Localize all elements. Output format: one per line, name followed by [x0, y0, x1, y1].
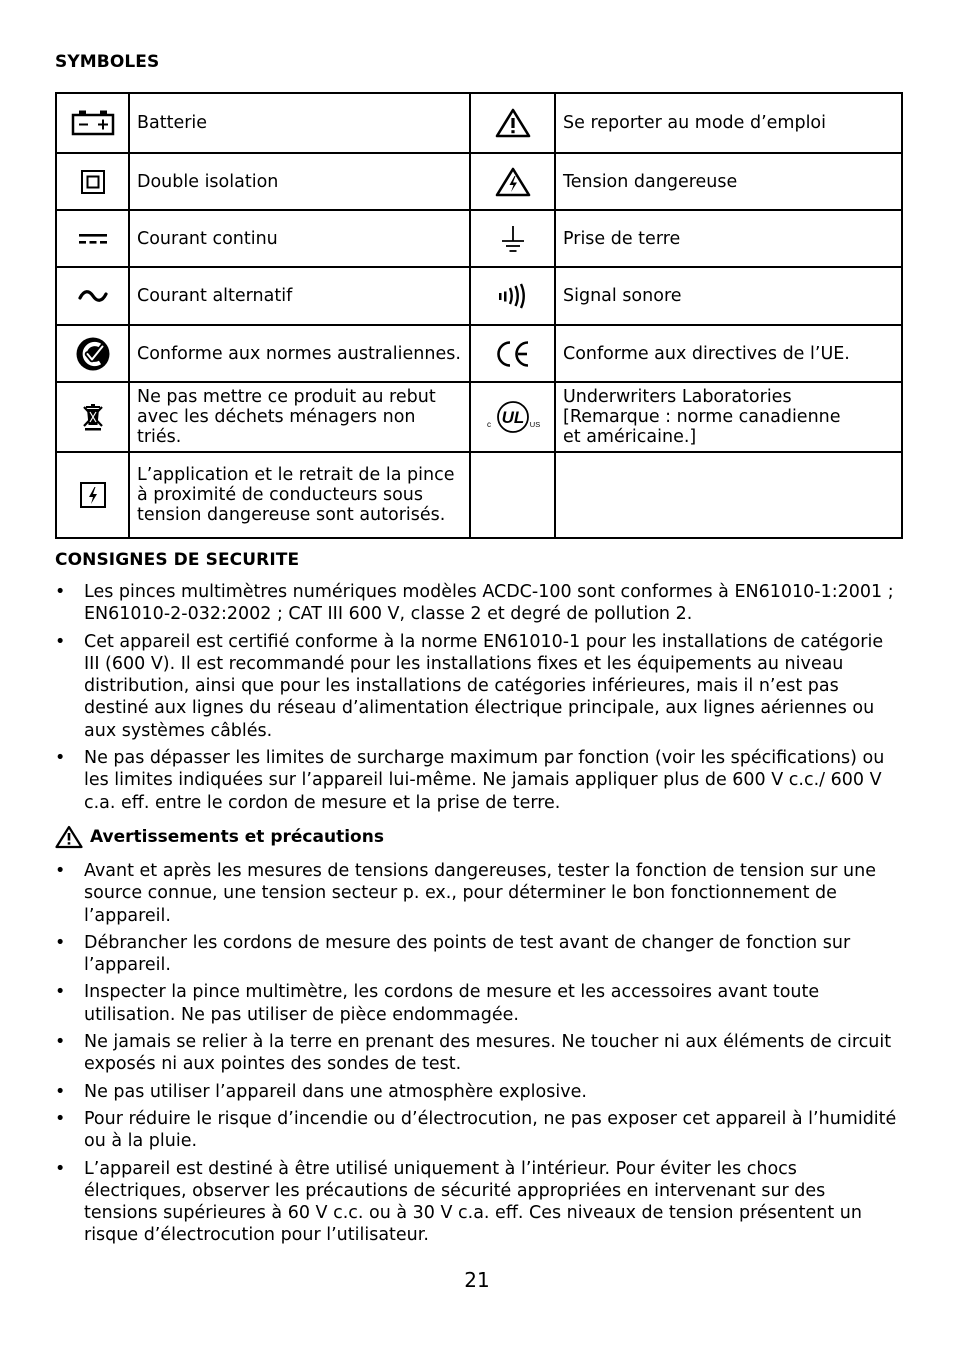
list-item-text: Débrancher les cordons de mesure des points de test avant de changer de fonction sur l’appareil. [84, 932, 851, 976]
live-conductor-cell [56, 452, 129, 538]
bullet: • [55, 631, 66, 652]
ground-label: Prise de terre [555, 210, 902, 267]
double-insulation-cell [56, 153, 129, 210]
list-item [55, 1081, 900, 1103]
high-voltage-icon [495, 167, 531, 197]
bullet: • [55, 982, 66, 1003]
battery-icon [70, 109, 116, 137]
warning-triangle-icon [495, 108, 531, 138]
ac-current-cell [56, 267, 129, 325]
symbol-row [56, 267, 902, 325]
live-conductor-label: L’application et le retrait de la pince à proximité de conducteurs sous tension dangereuse sont autorisés. [129, 452, 470, 538]
list-item-text: Ne pas utiliser l’appareil dans une atmosphère explosive. [84, 1081, 587, 1102]
bullet: • [55, 1081, 66, 1102]
symbol-row [56, 382, 902, 452]
ground-icon [499, 225, 527, 253]
ul-mark-icon [485, 399, 541, 435]
ac-current-icon [78, 289, 108, 303]
page-number: 21 [464, 1268, 490, 1292]
list-item-text: Inspecter la pince multimètre, les cordons de mesure et les accessoires avant toute utilisation. Ne pas utiliser de pièce endommagée. [84, 982, 820, 1025]
empty-label-cell [555, 452, 902, 538]
weee-bin-icon [82, 403, 104, 431]
symbol-row [56, 153, 902, 210]
warning-label: Se reporter au mode d’emploi [555, 93, 902, 153]
bullet: • [55, 582, 66, 602]
ul-mark-label: Underwriters Laboratories [Remarque : norme canadienne et américaine.] [555, 382, 902, 452]
dc-current-icon [78, 232, 108, 246]
symbols-table [55, 92, 903, 539]
list-item [55, 1158, 900, 1247]
c-tick-icon [75, 336, 111, 372]
ce-mark-cell [470, 325, 555, 382]
beeper-icon [497, 283, 529, 309]
list-item-text: Cet appareil est certifié conforme à la norme EN61010-1 pour les installations de catégorie III (600 V). Il est recommandé pour les installations fixes et les équipements au niveau distribution, ainsi que pour les installations de catégories inférieures, mais il n’est pas destiné aux lignes du réseau d’alimentation électrique principale, aux lignes aériennes ou aux systèmes câblés. [84, 631, 884, 741]
bullet: • [55, 932, 66, 953]
symbols-heading: SYMBOLES [55, 52, 160, 72]
high-voltage-label: Tension dangereuse [555, 153, 902, 210]
svg-text:UL: UL [501, 408, 524, 427]
beeper-label: Signal sonore [555, 267, 902, 325]
bullet: • [55, 748, 66, 769]
bullet: • [55, 861, 66, 881]
safety-heading: CONSIGNES DE SECURITE [55, 550, 300, 570]
ground-cell [470, 210, 555, 267]
ac-current-label: Courant alternatif [129, 267, 470, 325]
battery-label: Batterie [129, 93, 470, 153]
list-item [55, 747, 900, 814]
bullet: • [55, 1158, 66, 1179]
bullet: • [55, 1032, 66, 1053]
warning-triangle-icon [55, 825, 83, 849]
double-insulation-icon [80, 169, 106, 195]
list-item [55, 631, 900, 742]
list-item-text: Pour réduire le risque d’incendie ou d’électrocution, ne pas exposer cet appareil à l’humidité ou à la pluie. [84, 1108, 897, 1152]
warnings-list [55, 860, 900, 1252]
symbol-row [56, 325, 902, 382]
list-item-text: Les pinces multimètres numériques modèles ACDC-100 sont conformes à EN61010-1:2001 ; EN61010-2-032:2002 ; CAT III 600 V, classe 2 et degré de pollution 2. [84, 582, 894, 625]
ce-mark-label: Conforme aux directives de l’UE. [555, 325, 902, 382]
c-tick-cell [56, 325, 129, 382]
warnings-heading-text: Avertissements et précautions [90, 827, 384, 847]
safety-list [55, 581, 900, 819]
empty-icon-cell [470, 452, 555, 538]
list-item-text: Avant et après les mesures de tensions dangereuses, tester la fonction de tension sur une source connue, une tension secteur p. ex., pour déterminer le bon fonctionnement de l’appareil. [84, 861, 876, 926]
weee-cell [56, 382, 129, 452]
beeper-cell [470, 267, 555, 325]
symbol-row [56, 93, 902, 153]
list-item-text: Ne jamais se relier à la terre en prenant des mesures. Ne toucher ni aux éléments de circuit exposés ni aux pointes des sondes de test. [84, 1032, 892, 1075]
list-item [55, 981, 900, 1026]
warnings-heading [55, 825, 384, 849]
battery-cell [56, 93, 129, 153]
dc-current-label: Courant continu [129, 210, 470, 267]
bullet: • [55, 1108, 66, 1129]
list-item [55, 860, 900, 927]
dc-current-cell [56, 210, 129, 267]
ul-c-text: c [486, 420, 491, 429]
list-item-text: Ne pas dépasser les limites de surcharge maximum par fonction (voir les spécifications) ou les limites indiquées sur l’appareil lui-même. Ne jamais appliquer plus de 600 V c.c./ 600 V c.a. eff. entre le cordon de mesure et la prise de terre. [84, 748, 885, 813]
live-conductor-icon [79, 480, 107, 510]
symbol-row [56, 452, 902, 538]
ce-mark-icon [493, 339, 533, 369]
double-insulation-label: Double isolation [129, 153, 470, 210]
ul-us-text: US [529, 420, 540, 429]
list-item [55, 1108, 900, 1153]
warning-cell [470, 93, 555, 153]
high-voltage-cell [470, 153, 555, 210]
c-tick-label: Conforme aux normes australiennes. [129, 325, 470, 382]
list-item [55, 932, 900, 977]
list-item-text: L’appareil est destiné à être utilisé uniquement à l’intérieur. Pour éviter les chocs électriques, observer les précautions de sécurité appropriées en intervenant sur des tensions supérieures à 60 V c.c. ou à 30 V c.a. eff. Ces niveaux de tension présentent un risque d’électrocution pour l’utilisateur. [84, 1158, 862, 1246]
weee-label: Ne pas mettre ce produit au rebut avec les déchets ménagers non triés. [129, 382, 470, 452]
list-item [55, 581, 900, 626]
list-item [55, 1031, 900, 1076]
ul-mark-cell [470, 382, 555, 452]
symbol-row [56, 210, 902, 267]
